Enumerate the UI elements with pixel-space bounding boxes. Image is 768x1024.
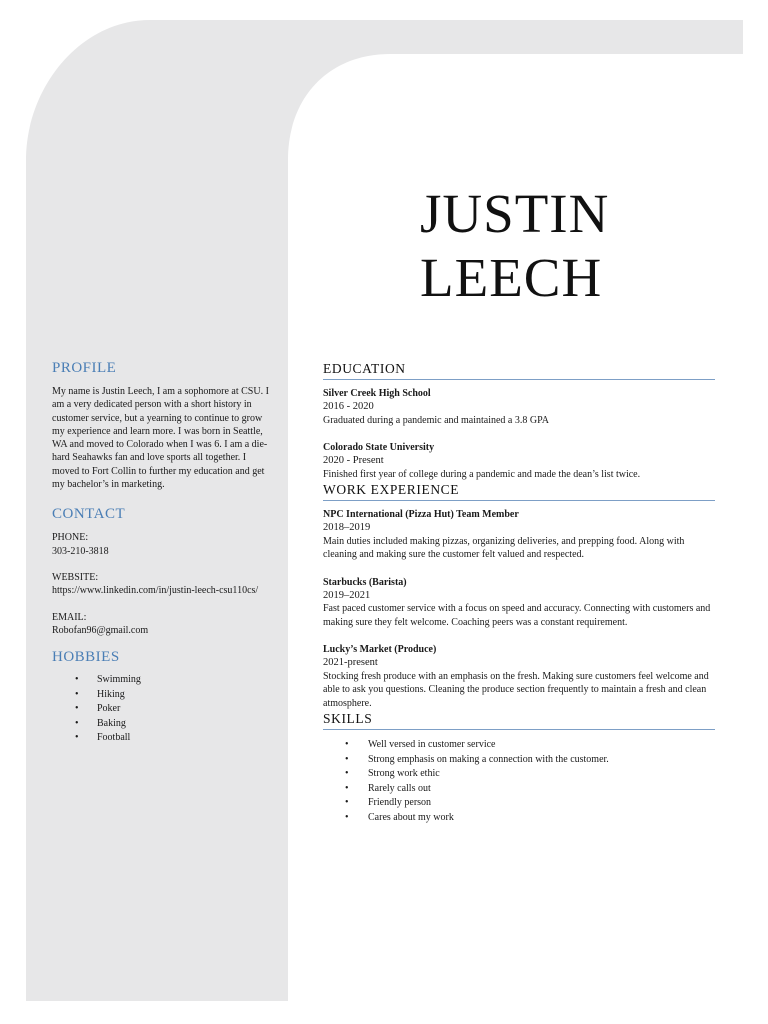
phone-label: PHONE: [52,532,89,544]
entry-dates: 2021-present [323,657,378,668]
first-name: JUSTIN [420,183,610,244]
phone-value: 303-210-3818 [52,545,109,557]
hobby-item: • Hiking [97,688,274,703]
sidebar [52,358,274,746]
contact-website [52,571,274,598]
skills-heading: SKILLS [323,710,715,730]
entry-description: Main duties included making pizzas, organizing deliveries, and prepping food. Along with cleaning and making sure the customer felt valued and respected. [323,535,685,560]
entry-description: Finished first year of college during a pandemic and made the dean’s list twice. [323,468,641,480]
work-entry [323,508,715,562]
entry-description: Stocking fresh produce with an emphasis on the fresh. Making sure customers feel welcome and able to ask you questions. Cleaning the produce section frequently to maintain a fresh and clean atmosphere. [323,670,709,709]
entry-dates: 2020 - Present [323,455,384,466]
skill-item: • Well versed in customer service [368,738,715,753]
entry-title: NPC International (Pizza Hut) Team Member [323,509,519,520]
entry-dates: 2018–2019 [323,522,371,533]
skill-item: • Rarely calls out [368,782,715,797]
entry-title: Silver Creek High School [323,388,431,399]
candidate-name [420,182,609,310]
education-entry [323,387,715,427]
contact-email [52,611,274,638]
last-name: LEECH [420,247,603,308]
entry-dates: 2016 - 2020 [323,401,374,412]
skills-list [323,738,715,825]
email-label: EMAIL: [52,611,87,623]
work-heading: WORK EXPERIENCE [323,481,715,501]
hobbies-heading: HOBBIES [52,649,120,666]
work-entry [323,576,715,630]
profile-text: My name is Justin Leech, I am a sophomore at CSU. I am a very dedicated person with a short history in customer service, but a yearning to continue to grow my experience and learn more. I was born in Seattle, WA and moved to Colorado when I was 6. I am a die-hard Seahawks fan and love sports all together. I moved to Fort Collin to further my education and get my bachelor’s in marketing. [52,386,269,491]
skill-item: • Strong emphasis on making a connection with the customer. [368,753,715,768]
main-content [323,360,715,825]
contact-heading: CONTACT [52,506,126,523]
entry-description: Graduated during a pandemic and maintained a 3.8 GPA [323,414,549,426]
work-entry [323,643,715,710]
contact-phone [52,531,274,558]
skill-item: • Friendly person [368,796,715,811]
skill-item: • Cares about my work [368,811,715,826]
skill-item: • Strong work ethic [368,767,715,782]
entry-title: Colorado State University [323,442,435,453]
entry-dates: 2019–2021 [323,589,371,601]
website-label: WEBSITE: [52,571,99,583]
email-value: Robofan96@gmail.com [52,624,149,636]
entry-title: Starbucks (Barista) [323,576,407,588]
hobby-item: • Football [97,731,274,746]
education-entry [323,441,715,481]
education-heading: EDUCATION [323,360,715,380]
hobby-item: • Swimming [97,673,274,688]
hobbies-list [52,673,274,746]
website-value: https://www.linkedin.com/in/justin-leech-csu110cs/ [52,585,259,597]
entry-description: Fast paced customer service with a focus on speed and accuracy. Connecting with customers and making sure they felt welcome. Coaching peers was a constant requirement. [323,603,711,628]
hobby-item: • Baking [97,717,274,732]
profile-heading: PROFILE [52,360,117,376]
hobby-item: • Poker [97,702,274,717]
entry-title: Lucky’s Market (Produce) [323,644,437,655]
